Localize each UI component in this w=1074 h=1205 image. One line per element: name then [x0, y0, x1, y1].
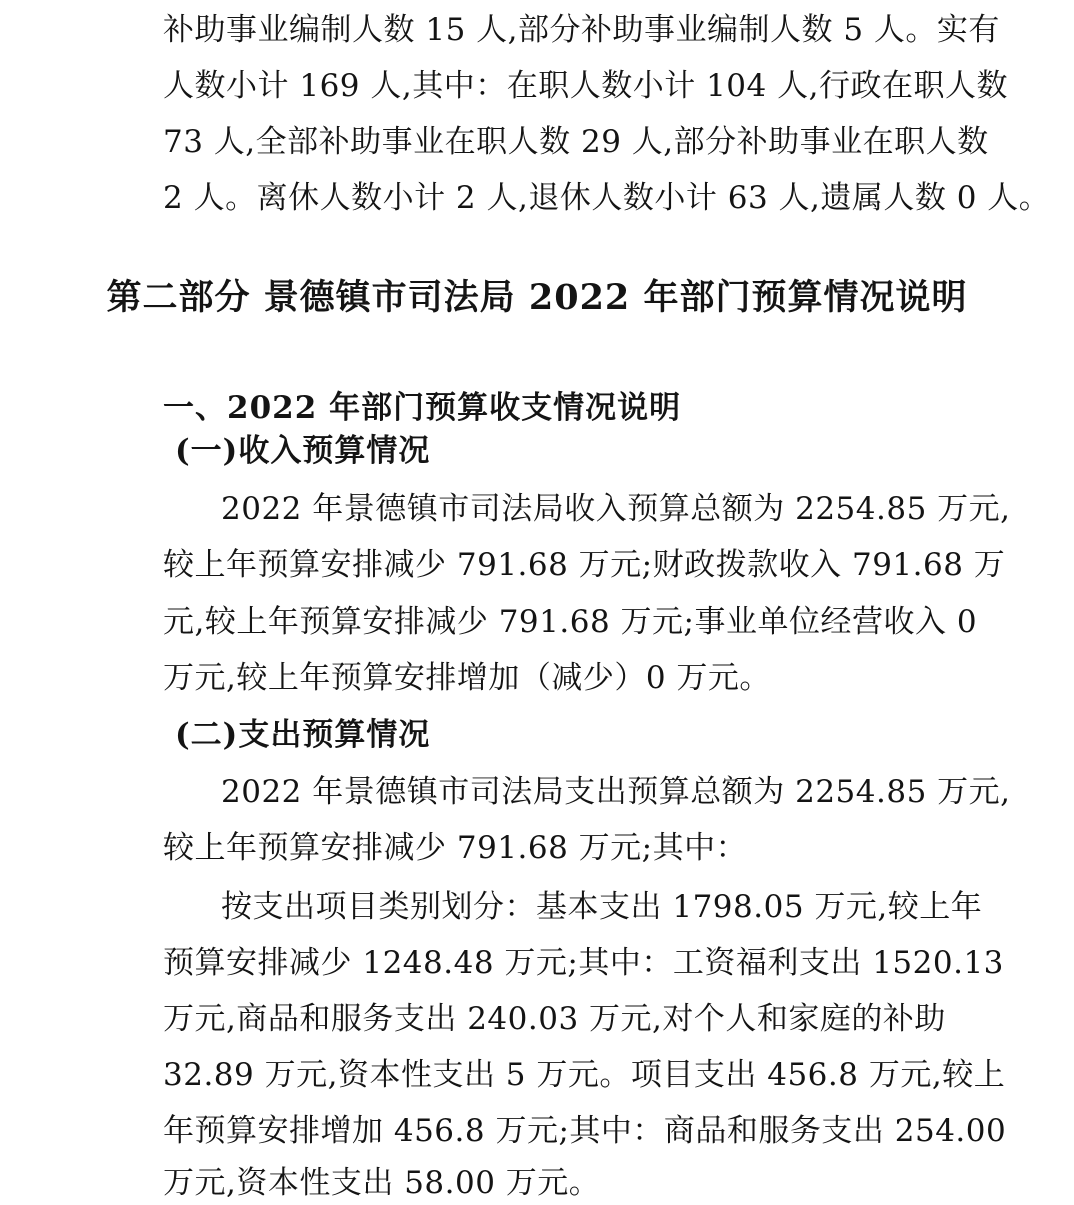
- expense-detail-line: 按支出项目类别划分：基本支出 1798.05 万元,较上年: [221, 889, 983, 925]
- income-paragraph-line: 2022 年景德镇市司法局收入预算总额为 2254.85 万元,: [221, 491, 1011, 527]
- expense-total-line: 2022 年景德镇市司法局支出预算总额为 2254.85 万元,: [221, 774, 1011, 810]
- expense-heading: (二)支出预算情况: [175, 717, 431, 753]
- expense-detail-line: 预算安排减少 1248.48 万元;其中：工资福利支出 1520.13: [163, 945, 1004, 981]
- expense-detail-line: 32.89 万元,资本性支出 5 万元。项目支出 456.8 万元,较上: [163, 1057, 1006, 1093]
- section1-heading: 一、2022 年部门预算收支情况说明: [163, 390, 682, 426]
- income-paragraph-line: 元,较上年预算安排减少 791.68 万元;事业单位经营收入 0: [163, 604, 978, 640]
- income-heading: (一)收入预算情况: [175, 433, 431, 469]
- income-paragraph-line: 万元,较上年预算安排增加（减少）0 万元。: [163, 660, 771, 696]
- intro-paragraph-line: 73 人,全部补助事业在职人数 29 人,部分补助事业在职人数: [163, 124, 989, 160]
- intro-paragraph-line: 人数小计 169 人,其中：在职人数小计 104 人,行政在职人数: [163, 68, 1008, 104]
- intro-paragraph-line: 2 人。离休人数小计 2 人,退休人数小计 63 人,遗属人数 0 人。: [163, 180, 1051, 216]
- expense-detail-line: 年预算安排增加 456.8 万元;其中：商品和服务支出 254.00: [163, 1113, 1007, 1149]
- intro-paragraph-line: 补助事业编制人数 15 人,部分补助事业编制人数 5 人。实有: [163, 12, 1000, 48]
- expense-detail-line: 万元,资本性支出 58.00 万元。: [163, 1165, 601, 1201]
- expense-total-line: 较上年预算安排减少 791.68 万元;其中：: [163, 830, 748, 866]
- part2-title: 第二部分 景德镇市司法局 2022 年部门预算情况说明: [106, 277, 968, 318]
- income-paragraph-line: 较上年预算安排减少 791.68 万元;财政拨款收入 791.68 万: [163, 547, 1006, 583]
- expense-detail-line: 万元,商品和服务支出 240.03 万元,对个人和家庭的补助: [163, 1001, 946, 1037]
